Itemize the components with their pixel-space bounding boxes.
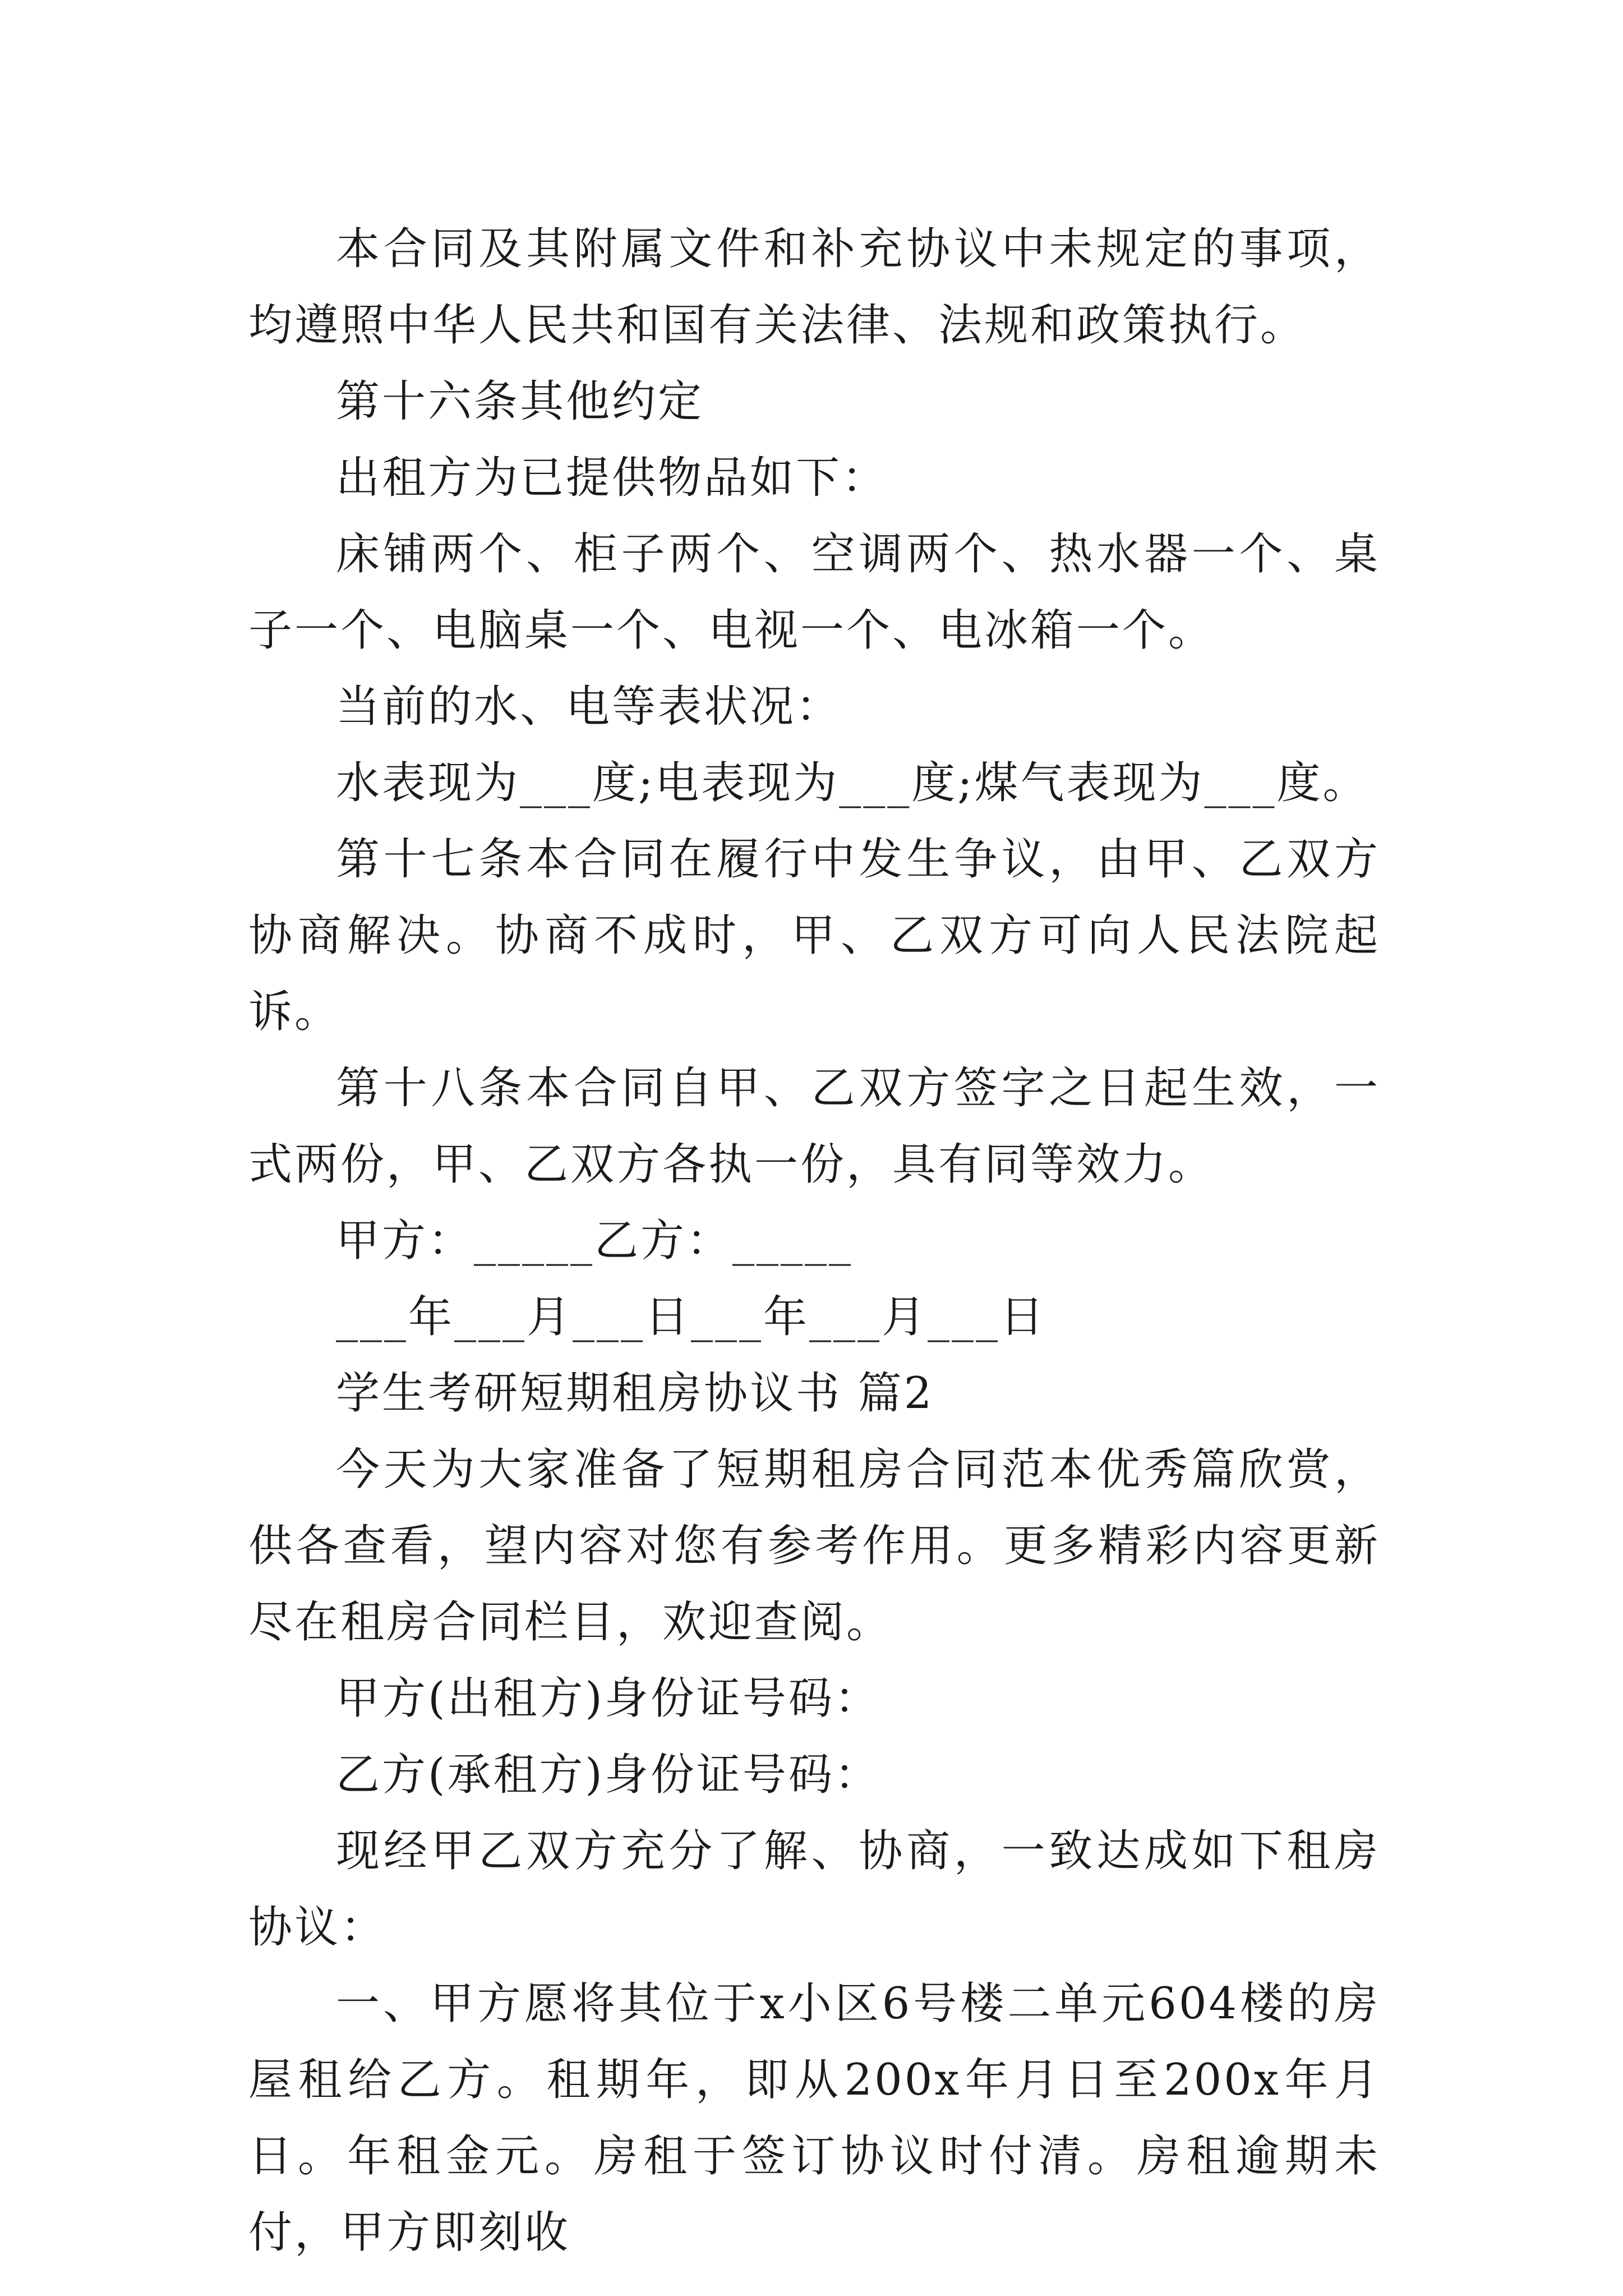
heading-article-16: 第十六条其他约定: [336, 376, 704, 427]
section-title-part-2: 学生考研短期租房协议书 篇2: [336, 1368, 934, 1419]
paragraph-party-b-id: 乙方(承租方)身份证号码：: [336, 1750, 880, 1800]
document-body: [248, 211, 1380, 2271]
paragraph-introduction: 今天为大家准备了短期租房合同范本优秀篇欣赏，供各查看，望内容对您有参考作用。更多精彩内容更新尽在租房合同栏目，欢迎查阅。: [248, 1444, 1380, 1648]
paragraph-party-a-id: 甲方(出租方)身份证号码：: [336, 1673, 880, 1724]
paragraph-provided-items-list: 床铺两个、柜子两个、空调两个、热水器一个、桌子一个、电脑桌一个、电视一个、电冰箱一个。: [248, 529, 1380, 656]
paragraph-agreement-reached: 现经甲乙双方充分了解、协商，一致达成如下租房协议：: [248, 1826, 1380, 1953]
paragraph-article-18: 第十八条本合同自甲、乙双方签字之日起生效，一式两份，甲、乙双方各执一份，具有同等效力。: [248, 1063, 1380, 1190]
paragraph-meter-readings: 水表现为___度;电表现为___度;煤气表现为___度。: [336, 758, 1369, 808]
paragraph-article-17: 第十七条本合同在履行中发生争议，由甲、乙双方协商解决。协商不成时，甲、乙双方可向人民法院起诉。: [248, 834, 1380, 1037]
date-line: ___年___月___日___年___月___日: [336, 1292, 1046, 1342]
paragraph-applicable-law: 本合同及其附属文件和补充协议中未规定的事项，均遵照中华人民共和国有关法律、法规和政策执行。: [248, 224, 1380, 351]
paragraph-provided-items-intro: 出租方为已提供物品如下：: [336, 453, 888, 503]
paragraph-meter-status-intro: 当前的水、电等表状况：: [336, 682, 842, 732]
paragraph-clause-1: 一、甲方愿将其位于x小区6号楼二单元604楼的房屋租给乙方。租期年，即从200x年月日至200x年月日。年租金元。房租于签订协议时付清。房租逾期未付，甲方即刻收: [248, 1978, 1380, 2258]
signature-line: 甲方：_____乙方：_____: [336, 1216, 854, 1266]
